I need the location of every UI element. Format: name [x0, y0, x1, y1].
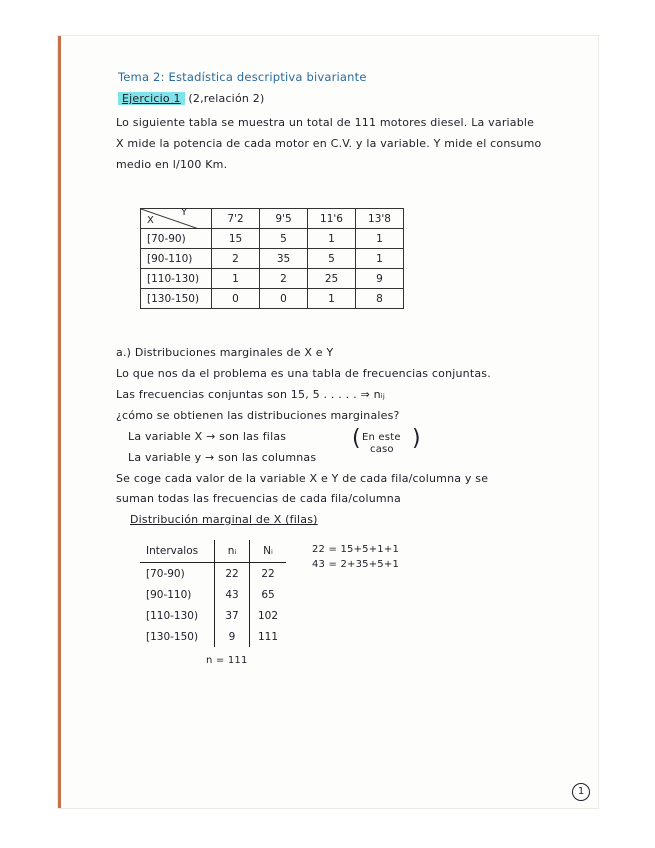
- marginal-x-table: [140, 540, 286, 647]
- row-label: [90-110): [141, 249, 212, 269]
- table-cell: 5: [308, 249, 356, 269]
- interval-cell: [70-90): [140, 563, 215, 585]
- section-a-heading: a.) Distribuciones marginales de X e Y: [116, 346, 334, 359]
- table-cell: 1: [212, 269, 260, 289]
- note-line: En este: [362, 432, 401, 443]
- intro-line-3: medio en l/100 Km.: [116, 158, 228, 171]
- corner-y: Y: [181, 207, 188, 218]
- exercise-ref: (2,relación 2): [188, 92, 265, 105]
- table-row: [141, 269, 404, 289]
- table-cell: 1: [308, 229, 356, 249]
- table-header-row: [140, 540, 286, 563]
- total-n: n = 111: [206, 655, 248, 666]
- exercise-line: [118, 92, 264, 105]
- column-header: Intervalos: [140, 540, 215, 563]
- column-header: 11'6: [308, 209, 356, 229]
- table-row: [141, 249, 404, 269]
- table-cell: 25: [308, 269, 356, 289]
- ni-cell: 37: [215, 605, 250, 626]
- section-a-line: Las frecuencias conjuntas son 15, 5 . . . . . ⇒ nᵢⱼ: [116, 388, 386, 401]
- corner-x: X: [147, 215, 154, 226]
- table-cell: 1: [356, 249, 404, 269]
- table-cell: 35: [260, 249, 308, 269]
- sum-line: 43 = 2+35+5+1: [312, 559, 400, 570]
- ni-cell: 9: [215, 626, 250, 647]
- note-line: caso: [370, 444, 394, 455]
- table-cell: 8: [356, 289, 404, 309]
- note-close-brace: ): [412, 426, 421, 451]
- interval-cell: [130-150): [140, 626, 215, 647]
- table-cell: 1: [308, 289, 356, 309]
- column-header: nᵢ: [215, 540, 250, 563]
- row-label: [130-150): [141, 289, 212, 309]
- section-a-line: La variable y → son las columnas: [128, 451, 317, 464]
- marginal-x-heading: Distribución marginal de X (filas): [130, 513, 318, 526]
- table-cell: 1: [356, 229, 404, 249]
- margin-line: [58, 36, 61, 808]
- Ni-cell: 102: [257, 609, 279, 622]
- page-title: Tema 2: Estadística descriptiva bivariante: [118, 70, 367, 84]
- table-header-row: [141, 209, 404, 229]
- intro-line-2: X mide la potencia de cada motor en C.V. y la variable. Y mide el consumo: [116, 137, 542, 150]
- table-cell: 15: [212, 229, 260, 249]
- note-open-brace: (: [352, 426, 361, 451]
- table-cell: 2: [260, 269, 308, 289]
- table-cell: 9: [356, 269, 404, 289]
- column-header: Nᵢ: [250, 540, 287, 563]
- table-row: [141, 289, 404, 309]
- ni-cell: 22: [215, 563, 250, 585]
- table-row: [141, 229, 404, 249]
- ni-cell: 43: [215, 584, 250, 605]
- table-cell: 5: [260, 229, 308, 249]
- page-number: 1: [572, 783, 590, 801]
- section-a-line: Se coge cada valor de la variable X e Y de cada fila/columna y se: [116, 472, 489, 485]
- exercise-label: Ejercicio 1: [118, 92, 185, 105]
- column-header: 9'5: [260, 209, 308, 229]
- notebook-page: [58, 36, 598, 808]
- table-row: [140, 626, 286, 647]
- table-cell: 0: [212, 289, 260, 309]
- table-cell: 2: [212, 249, 260, 269]
- section-a-line: La variable X → son las filas: [128, 430, 287, 443]
- Ni-cell: 65: [261, 588, 275, 601]
- table-row: [140, 605, 286, 626]
- table-row: [140, 563, 286, 585]
- section-a-line: Lo que nos da el problema es una tabla de frecuencias conjuntas.: [116, 367, 491, 380]
- Ni-cell: 22: [261, 567, 275, 580]
- sum-line: 22 = 15+5+1+1: [312, 544, 400, 555]
- column-header: 13'8: [356, 209, 404, 229]
- intro-line-1: Lo siguiente tabla se muestra un total de 111 motores diesel. La variable: [116, 116, 535, 129]
- table-cell: 0: [260, 289, 308, 309]
- column-header: 7'2: [212, 209, 260, 229]
- row-label: [110-130): [141, 269, 212, 289]
- corner-cell: [141, 209, 212, 229]
- table-row: [140, 584, 286, 605]
- interval-cell: [110-130): [140, 605, 215, 626]
- interval-cell: [90-110): [140, 584, 215, 605]
- Ni-cell: 111: [257, 630, 279, 643]
- row-label: [70-90): [141, 229, 212, 249]
- joint-frequency-table: [140, 208, 404, 309]
- section-a-line: suman todas las frecuencias de cada fila/columna: [116, 492, 401, 505]
- section-a-line: ¿cómo se obtienen las distribuciones marginales?: [116, 409, 400, 422]
